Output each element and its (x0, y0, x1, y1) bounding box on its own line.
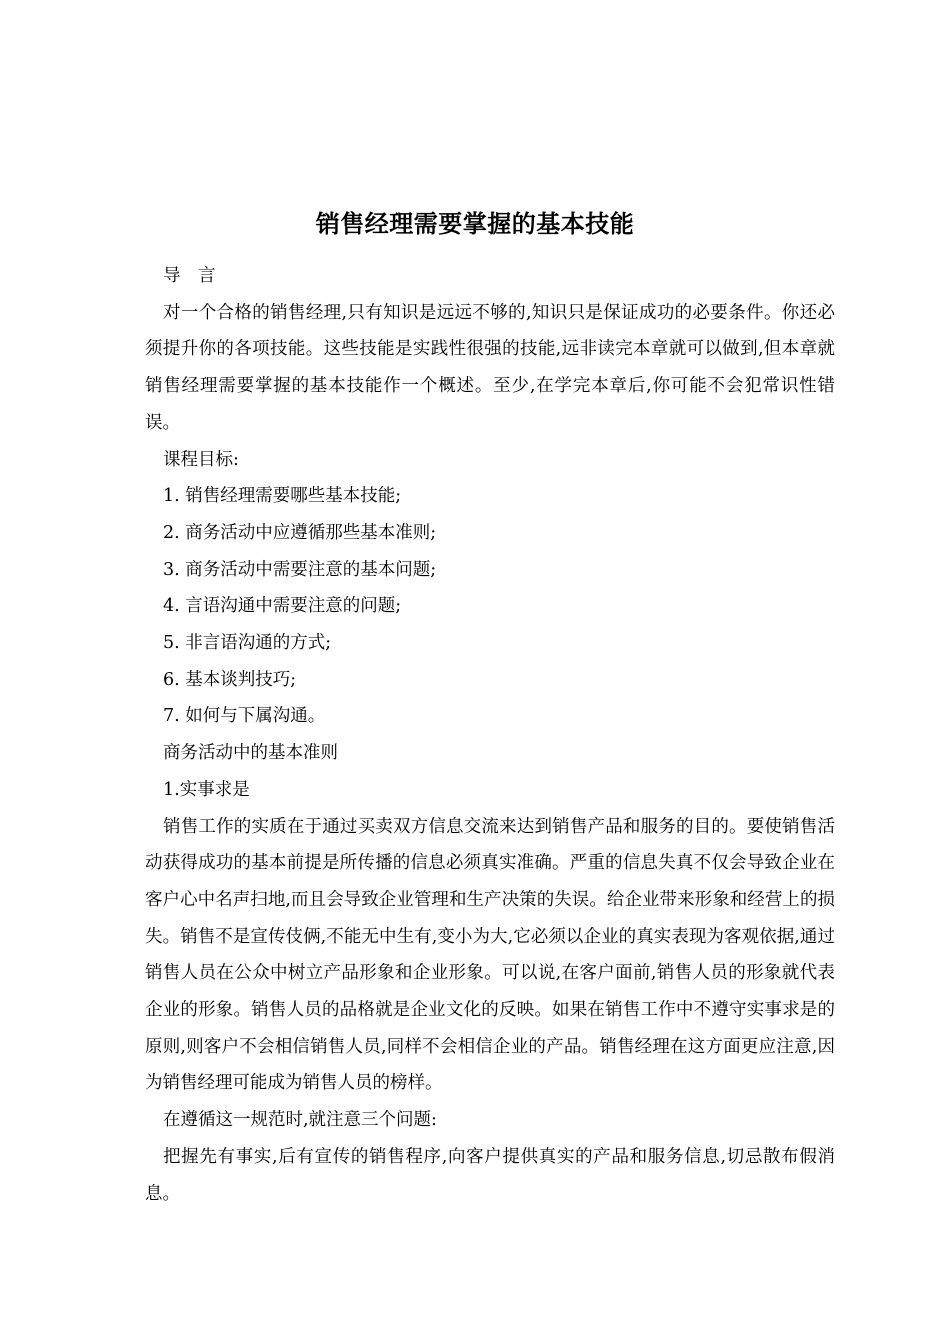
intro-heading: 导 言 (163, 266, 216, 286)
body-paragraph: 把握先有事实,后有宣传的销售程序,向客户提供真实的产品和服务信息,切忌散布假消息。 (145, 1146, 835, 1204)
subsection-heading: 1.实事求是 (163, 779, 250, 800)
objectives-list (145, 478, 835, 735)
body-paragraph: 在遵循这一规范时,就注意三个问题: (163, 1110, 437, 1131)
intro-paragraph: 对一个合格的销售经理,只有知识是远远不够的,知识只是保证成功的必要条件。你还必须提升你的各项技能。这些技能是实践性很强的技能,远非读完本章就可以做到,但本章就销售经理需要掌握的基本技能作一个概述。至少,在学完本章后,你可能不会犯常识性错误。 (145, 302, 835, 433)
objective-item: 7. 如何与下属沟通。 (163, 706, 326, 727)
objective-item: 4. 言语沟通中需要注意的问题; (163, 596, 402, 617)
objective-item: 6. 基本谈判技巧; (163, 669, 297, 690)
objective-item: 2. 商务活动中应遵循那些基本准则; (163, 522, 437, 543)
document-title: 销售经理需要掌握的基本技能 (315, 210, 635, 238)
objective-item: 3. 商务活动中需要注意的基本问题; (163, 559, 437, 580)
document-body (145, 258, 835, 1212)
objectives-heading: 课程目标: (163, 449, 239, 470)
objective-item: 5. 非言语沟通的方式; (163, 633, 332, 654)
objective-item: 1. 销售经理需要哪些基本技能; (163, 486, 402, 507)
section-heading: 商务活动中的基本准则 (163, 743, 338, 764)
body-paragraph: 销售工作的实质在于通过买卖双方信息交流来达到销售产品和服务的目的。要使销售活动获得成功的基本前提是所传播的信息必须真实准确。严重的信息失真不仅会导致企业在客户心中名声扫地,而且会导致企业管理和生产决策的失误。给企业带来形象和经营上的损失。销售不是宣传伎俩,不能无中生有,变小为大,它必须以企业的真实表现为客观依据,通过销售人员在公众中树立产品形象和企业形象。可以说,在客户面前,销售人员的形象就代表企业的形象。销售人员的品格就是企业文化的反映。如果在销售工作中不遵守实事求是的原则,则客户不会相信销售人员,同样不会相信企业的产品。销售经理在这方面更应注意,因为销售经理可能成为销售人员的榜样。 (145, 816, 835, 1094)
